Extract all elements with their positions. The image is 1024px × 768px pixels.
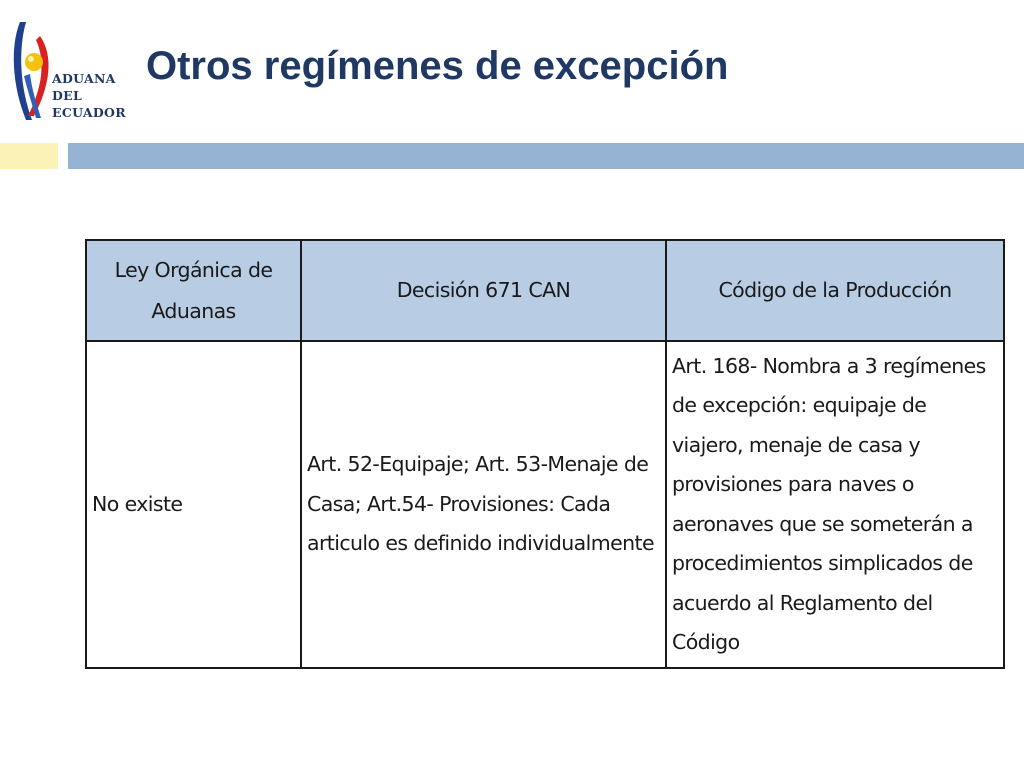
comparison-table xyxy=(85,239,1005,669)
cell-codigo-produccion: Art. 168- Nombra a 3 regímenes de excepción: equipaje de viajero, menaje de casa y provisiones para naves o aeronaves que se someterán a procedimientos simplicados de acuerdo al Reglamento del Código xyxy=(666,341,1004,668)
header-ley-organica: Ley Orgánica de Aduanas xyxy=(86,240,301,341)
comparison-table-wrapper xyxy=(85,239,1005,669)
logo-line-ecuador: ECUADOR xyxy=(52,105,126,120)
cell-ley-organica: No existe xyxy=(86,341,301,668)
table-row xyxy=(86,341,1004,668)
header-decision-671: Decisión 671 CAN xyxy=(301,240,666,341)
aduana-logo xyxy=(10,16,140,128)
page-title: Otros regímenes de excepción xyxy=(146,44,729,88)
logo-line-del: DEL xyxy=(52,88,83,103)
logo-text xyxy=(52,70,126,121)
divider-band-blue xyxy=(68,143,1024,169)
logo-line-aduana: ADUANA xyxy=(52,71,116,86)
divider-band-yellow xyxy=(0,143,58,169)
cell-decision-671: Art. 52-Equipaje; Art. 53-Menaje de Casa; Art.54- Provisiones: Cada articulo es definido individualmente xyxy=(301,341,666,668)
table-header-row xyxy=(86,240,1004,341)
header-codigo-produccion: Código de la Producción xyxy=(666,240,1004,341)
